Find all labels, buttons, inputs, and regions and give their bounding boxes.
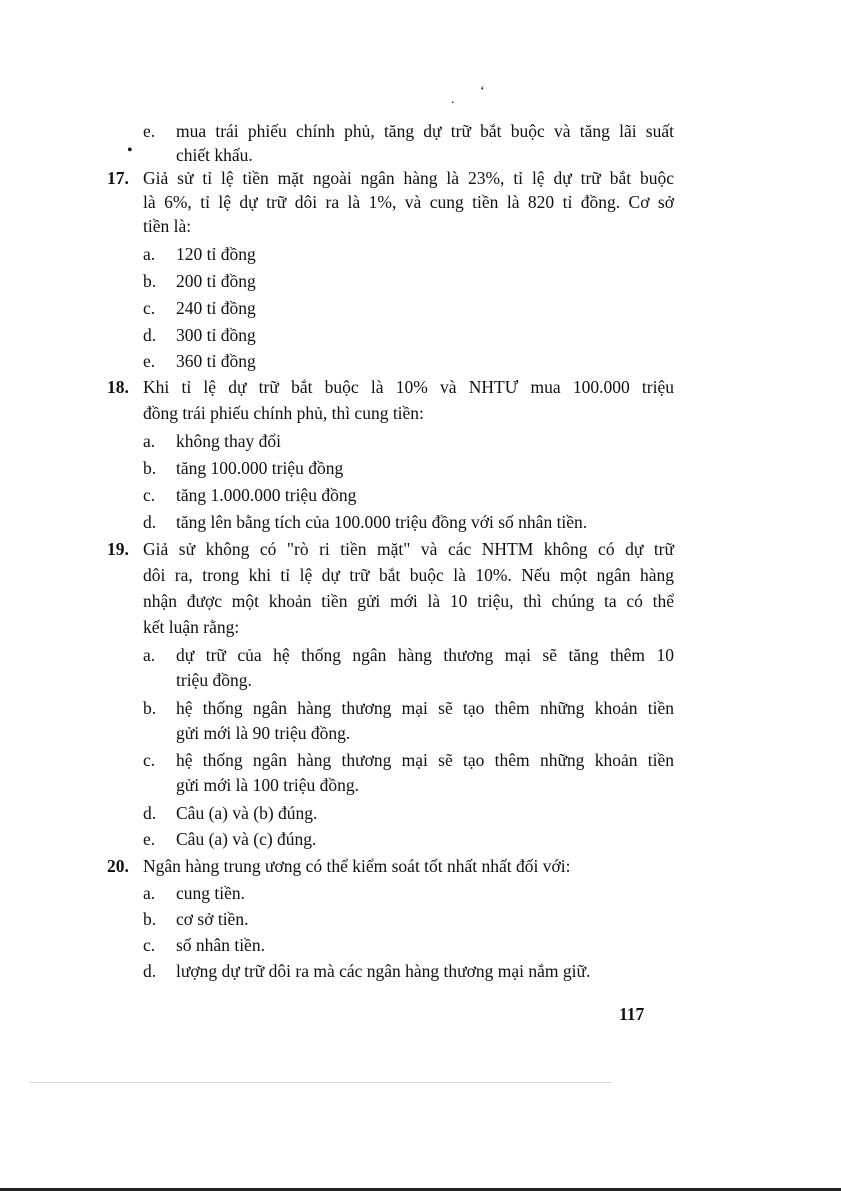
question-number: 19. (107, 539, 129, 559)
option-text: tăng 100.000 triệu đồng (176, 458, 344, 478)
question-text: Khi tỉ lệ dự trữ bắt buộc là 10% và NHTƯ mua 100.000 triệu (143, 377, 674, 397)
option-letter: a. (143, 645, 156, 665)
option-letter: a. (143, 883, 156, 903)
option-text: tăng lên bằng tích của 100.000 triệu đồng với số nhân tiền. (176, 512, 588, 532)
option-text: cơ sở tiền. (176, 909, 249, 929)
question-text: đồng trái phiếu chính phủ, thì cung tiền: (143, 403, 424, 423)
option-text: số nhân tiền. (176, 935, 265, 955)
question-text: kết luận rằng: (143, 617, 240, 637)
option-letter: b. (143, 909, 157, 929)
option-letter: a. (143, 244, 156, 264)
option-text-continued: gửi mới là 90 triệu đồng. (176, 723, 351, 743)
question-text: dôi ra, trong khi tỉ lệ dự trữ bắt buộc là 10%. Nếu một ngân hàng (143, 565, 674, 585)
question-text: tiền là: (143, 216, 192, 236)
option-text: hệ thống ngân hàng thương mại sẽ tạo thêm những khoản tiền (176, 698, 674, 718)
option-text: lượng dự trữ dôi ra mà các ngân hàng thương mại nắm giữ. (176, 961, 591, 981)
option-text: dự trữ của hệ thống ngân hàng thương mại sẽ tăng thêm 10 (176, 645, 674, 665)
option-letter: d. (143, 803, 157, 823)
option-text-continued: chiết khấu. (176, 145, 253, 165)
option-text: hệ thống ngân hàng thương mại sẽ tạo thêm những khoản tiền (176, 750, 674, 770)
scan-dot: . (451, 92, 455, 107)
question-text: Ngân hàng trung ương có thể kiểm soát tốt nhất nhất đối với: (143, 856, 571, 876)
question-number: 17. (107, 168, 129, 188)
option-text: Câu (a) và (c) đúng. (176, 829, 317, 849)
option-letter: d. (143, 512, 157, 532)
option-letter: e. (143, 351, 156, 371)
option-letter: d. (143, 961, 157, 981)
option-text: mua trái phiếu chính phủ, tăng dự trữ bắt buộc và tăng lãi suất (176, 121, 674, 141)
question-number: 18. (107, 377, 129, 397)
option-text: 360 tỉ đồng (176, 351, 256, 371)
option-letter: b. (143, 698, 157, 718)
option-letter: c. (143, 485, 156, 505)
option-text: cung tiền. (176, 883, 246, 903)
option-text: 120 tỉ đồng (176, 244, 256, 264)
option-letter: b. (143, 271, 157, 291)
option-letter: e. (143, 121, 156, 141)
question-text: Giả sử không có "rò ri tiền mặt" và các NHTM không có dự trữ (143, 539, 674, 559)
scan-mark: ʻ (480, 84, 485, 99)
question-text: là 6%, tỉ lệ dự trữ dôi ra là 1%, và cung tiền là 820 tỉ đồng. Cơ sở (143, 192, 674, 212)
option-text: 240 tỉ đồng (176, 298, 256, 318)
footer-rule (30, 1082, 612, 1083)
option-text: tăng 1.000.000 triệu đồng (176, 485, 357, 505)
question-text: nhận được một khoản tiền gửi mới là 10 triệu, thì chúng ta có thể (143, 591, 674, 611)
option-letter: b. (143, 458, 157, 478)
option-text: Câu (a) và (b) đúng. (176, 803, 318, 823)
option-letter: c. (143, 298, 156, 318)
option-letter: c. (143, 750, 156, 770)
option-letter: e. (143, 829, 156, 849)
option-text: 200 tỉ đồng (176, 271, 256, 291)
option-letter: d. (143, 325, 157, 345)
option-text-continued: gửi mới là 100 triệu đồng. (176, 775, 360, 795)
option-letter: a. (143, 431, 156, 451)
question-number: 20. (107, 856, 129, 876)
option-text: không thay đổi (176, 431, 281, 451)
page-number: 117 (619, 1004, 645, 1024)
bullet-mark: • (127, 142, 133, 159)
question-text: Giả sử tỉ lệ tiền mặt ngoài ngân hàng là 23%, tỉ lệ dự trữ bắt buộc (143, 168, 674, 188)
option-letter: c. (143, 935, 156, 955)
option-text: 300 tỉ đồng (176, 325, 256, 345)
option-text-continued: triệu đồng. (176, 670, 252, 690)
